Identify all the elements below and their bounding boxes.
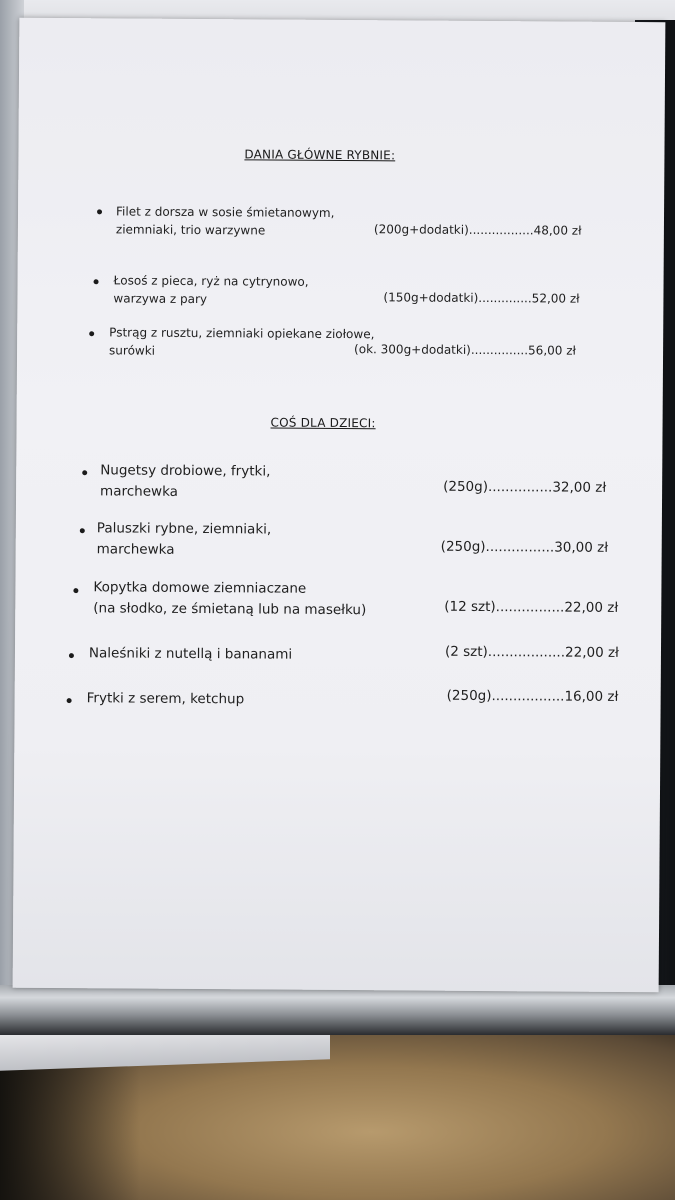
bullet-icon (97, 209, 102, 214)
menu-page (13, 18, 666, 992)
section-heading-fish: DANIA GŁÓWNE RYBNIE: (244, 147, 396, 163)
menu-item-name: Łosoś z pieca, ryż na cytrynowo, warzywa z pary (113, 273, 309, 307)
menu-item-name: Naleśniki z nutellą i bananami (88, 645, 293, 663)
menu-item-name: Filet z dorsza w sosie śmietanowym, ziemniaki, trio warzywne (115, 204, 335, 238)
bullet-icon (89, 331, 94, 336)
section-heading-kids: COŚ DLA DZIECI: (270, 415, 376, 431)
bullet-icon (94, 279, 99, 284)
menu-item-name: Frytki z serem, ketchup (86, 690, 245, 708)
menu-item-price: (200g+dodatki).................48,00 zł (373, 222, 582, 238)
bullet-icon (67, 698, 72, 703)
menu-item-price: (12 szt)................22,00 zł (444, 598, 619, 616)
menu-item-name: Nugetsy drobiowe, frytki, marchewka (100, 462, 271, 500)
menu-item-name: Pstrąg z rusztu, ziemniaki opiekane ziołowe, surówki (109, 325, 375, 358)
bullet-icon (82, 470, 87, 475)
bullet-icon (69, 653, 74, 658)
menu-item-price: (ok. 300g+dodatki)...............56,00 zł (354, 342, 577, 358)
menu-item-price: (250g).................16,00 zł (446, 687, 619, 705)
menu-item-price: (2 szt)..................22,00 zł (444, 643, 619, 661)
menu-item-price: (250g)...............32,00 zł (443, 478, 607, 496)
menu-item-price: (250g)................30,00 zł (440, 538, 609, 556)
menu-item-name: Paluszki rybne, ziemniaki, marchewka (96, 520, 272, 558)
menu-item-price: (150g+dodatki)..............52,00 zł (383, 290, 580, 306)
bullet-icon (73, 588, 78, 593)
bullet-icon (80, 528, 85, 533)
menu-item-name: Kopytka domowe ziemniaczane (na słodko, ze śmietaną lub na masełku) (93, 579, 367, 619)
menu-binder-edge (0, 985, 675, 1035)
